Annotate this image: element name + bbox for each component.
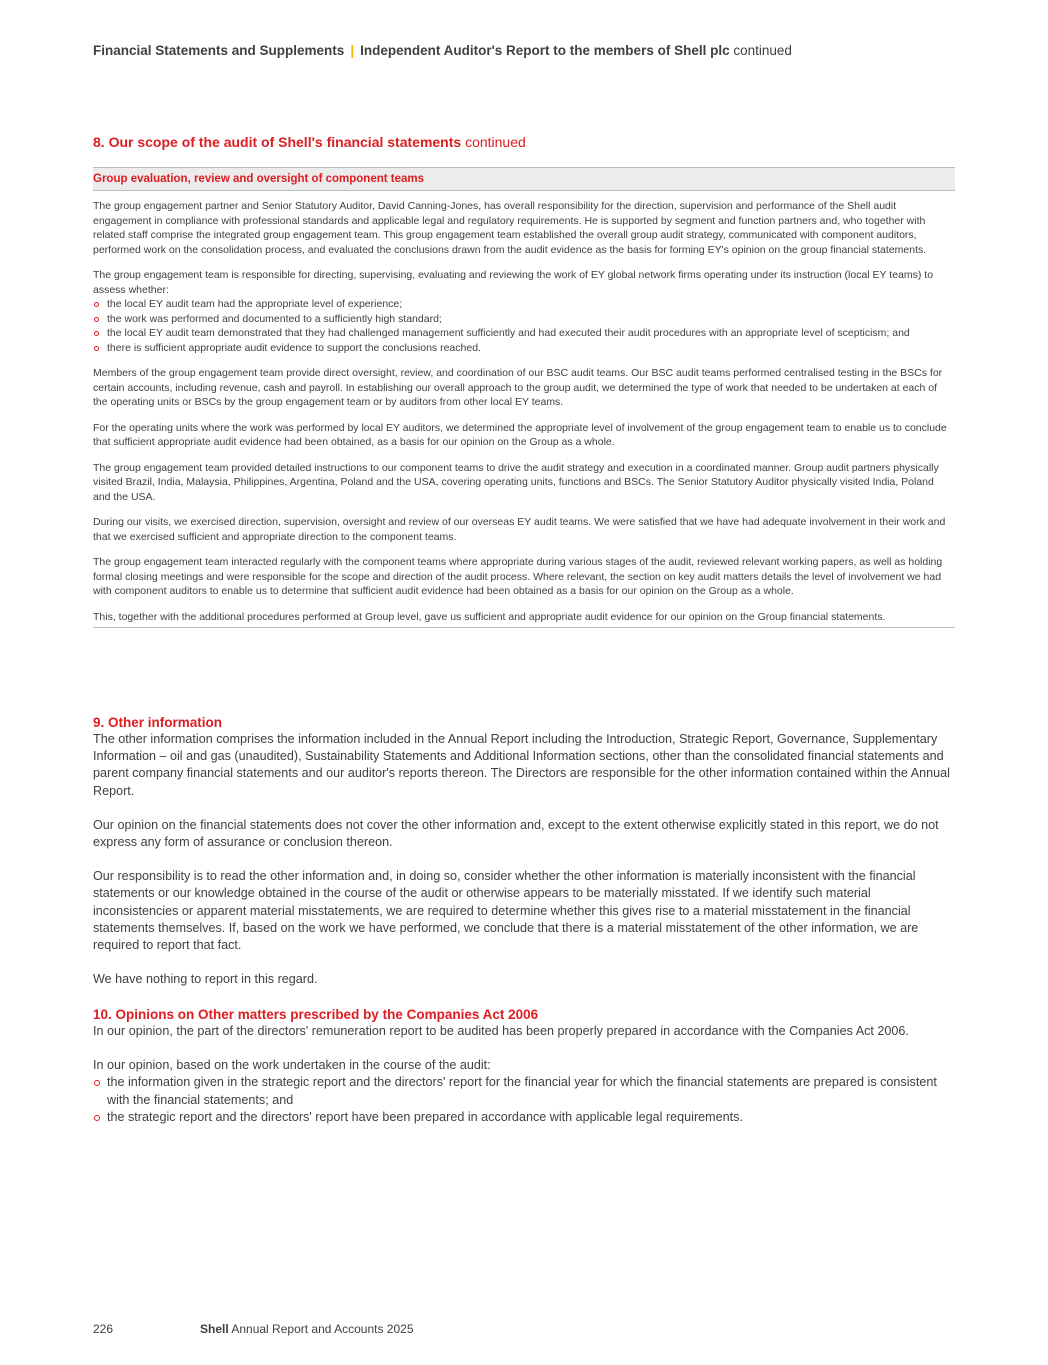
box-paragraph-3: Members of the group engagement team provide direct oversight, review, and coordination of our BSC audit teams. Our BSC audit teams performed centralised testing in the BSCs for certain accounts, including revenue, cash and payroll. In establishing our overall approach to the group audit, we determined the type of work that needed to be undertaken at each of the operating units or BSCs by the group engagement team or by auditors from other local EY teams. xyxy=(93,367,943,408)
box-bullet-list xyxy=(93,297,951,355)
header-section: Financial Statements and Supplements xyxy=(93,43,345,58)
header-title: Independent Auditor's Report to the members of Shell plc xyxy=(360,43,730,58)
box-heading: Group evaluation, review and oversight of component teams xyxy=(93,168,955,191)
component-teams-box xyxy=(93,167,955,628)
section-8-title xyxy=(93,134,526,150)
section-10-title: 10. Opinions on Other matters prescribed by the Companies Act 2006 xyxy=(93,1007,539,1022)
footer-brand: Shell xyxy=(200,1322,229,1336)
box-paragraph-6: During our visits, we exercised direction, supervision, oversight and review of our overseas EY audit teams. We were satisfied that we have had adequate involvement in their work and that we exercised sufficient and appropriate direction to the component teams. xyxy=(93,516,946,543)
box-bullet-2: the work was performed and documented to a sufficiently high standard; xyxy=(93,312,951,327)
header-separator: | xyxy=(350,43,355,58)
section-10-paragraph-2: In our opinion, based on the work undertaken in the course of the audit: xyxy=(93,1058,491,1073)
section-10-bullet-1: the information given in the strategic report and the directors' report for the financial year for which the financial statements are prepared is consistent with the financial statements; and xyxy=(93,1074,955,1108)
section-10-bullet-2: the strategic report and the directors' report have been prepared in accordance with applicable legal requirements. xyxy=(93,1109,955,1126)
running-header xyxy=(93,43,792,58)
header-continued: continued xyxy=(733,43,792,58)
box-paragraph-5: The group engagement team provided detailed instructions to our component teams to drive the audit strategy and execution in a coordinated manner. Group audit partners physically visited Brazil, India, Malaysia, Philippines, Argentina, Poland and the USA, covering operating units, functions and BSCs. The Senior Statutory Auditor physically visited India, Poland and the USA. xyxy=(93,461,939,503)
section-9-title: 9. Other information xyxy=(93,715,223,730)
page-number: 226 xyxy=(93,1322,114,1336)
box-body xyxy=(93,191,955,627)
box-bullet-3: the local EY audit team demonstrated that they had challenged management sufficiently and had executed their audit procedures with an appropriate level of scepticism; and xyxy=(93,326,951,341)
box-paragraph-4: For the operating units where the work was performed by local EY auditors, we determined the appropriate level of involvement of the group engagement team to enable us to conclude that sufficient appropriate audit evidence had been obtained, as a basis for our opinion on the Group as a whole. xyxy=(93,421,947,448)
footer-publication: Annual Report and Accounts 2025 xyxy=(231,1322,414,1336)
page-footer xyxy=(93,1322,414,1336)
box-paragraph-7: The group engagement team interacted regularly with the component teams where appropriate during various stages of the audit, reviewed relevant working papers, as well as holding formal closing meetings and were responsible for the scope and direction of the audit process. Where relevant, the section on key audit matters details the level of involvement we had with component auditors to enable us to determine that sufficient audit evidence had been obtained as a basis for our opinion on the Group as a whole. xyxy=(93,556,943,597)
section-8-heading: 8. Our scope of the audit of Shell's financial statements xyxy=(93,134,462,150)
section-9-paragraph-2: Our opinion on the financial statements does not cover the other information and, except to the extent otherwise explicitly stated in this report, we do not express any form of assurance or conclusion thereon. xyxy=(93,817,939,850)
box-paragraph-2: The group engagement team is responsible for directing, supervising, evaluating and reviewing the work of EY global network firms operating under its instruction (local EY teams) to assess whether: xyxy=(93,269,934,296)
section-10-bullet-list xyxy=(93,1074,955,1126)
section-10-paragraph-1: In our opinion, the part of the directors' remuneration report to be audited has been properly prepared in accordance with the Companies Act 2006. xyxy=(93,1024,909,1038)
section-9-paragraph-4: We have nothing to report in this regard. xyxy=(93,972,318,987)
box-paragraph-1: The group engagement partner and Senior Statutory Auditor, David Canning-Jones, has overall responsibility for the direction, supervision and performance of the Shell audit engagement in compliance with professional standards and applicable legal and regulatory requirements. He is supported by segment and function partners and, who together with related staff comprise the integrated group engagement team. This group engagement team established the overall group audit strategy, communicated with component auditors, performed work on the consolidation process, and evaluated the conclusions drawn from the audit evidence as the basis for forming EY's opinion on the group financial statements. xyxy=(93,200,927,256)
box-bullet-1: the local EY audit team had the appropriate level of experience; xyxy=(93,297,951,312)
section-10 xyxy=(93,1006,955,1126)
section-9 xyxy=(93,714,955,1005)
section-9-paragraph-1: The other information comprises the information included in the Annual Report including the Introduction, Strategic Report, Governance, Supplementary Information – oil and gas (unaudited), Sustainability Statements and Additional Information sections, other than the consolidated financial statements and parent company financial statements and our auditor's reports thereon. The Directors are responsible for the other information contained within the Annual Report. xyxy=(93,732,950,798)
box-paragraph-8: This, together with the additional procedures performed at Group level, gave us sufficient and appropriate audit evidence for our opinion on the Group financial statements. xyxy=(93,610,886,623)
box-bullet-4: there is sufficient appropriate audit evidence to support the conclusions reached. xyxy=(93,341,951,356)
section-9-paragraph-3: Our responsibility is to read the other information and, in doing so, consider whether the other information is materially inconsistent with the financial statements or our knowledge obtained in the course of the audit or otherwise appears to be materially misstated. If we identify such material inconsistencies or apparent material misstatements, we are required to determine whether this gives rise to a material misstatement in the financial statements themselves. If, based on the work we have performed, we conclude that there is a material misstatement of the other information, we are required to report that fact. xyxy=(93,869,919,953)
section-8-continued: continued xyxy=(465,134,526,150)
